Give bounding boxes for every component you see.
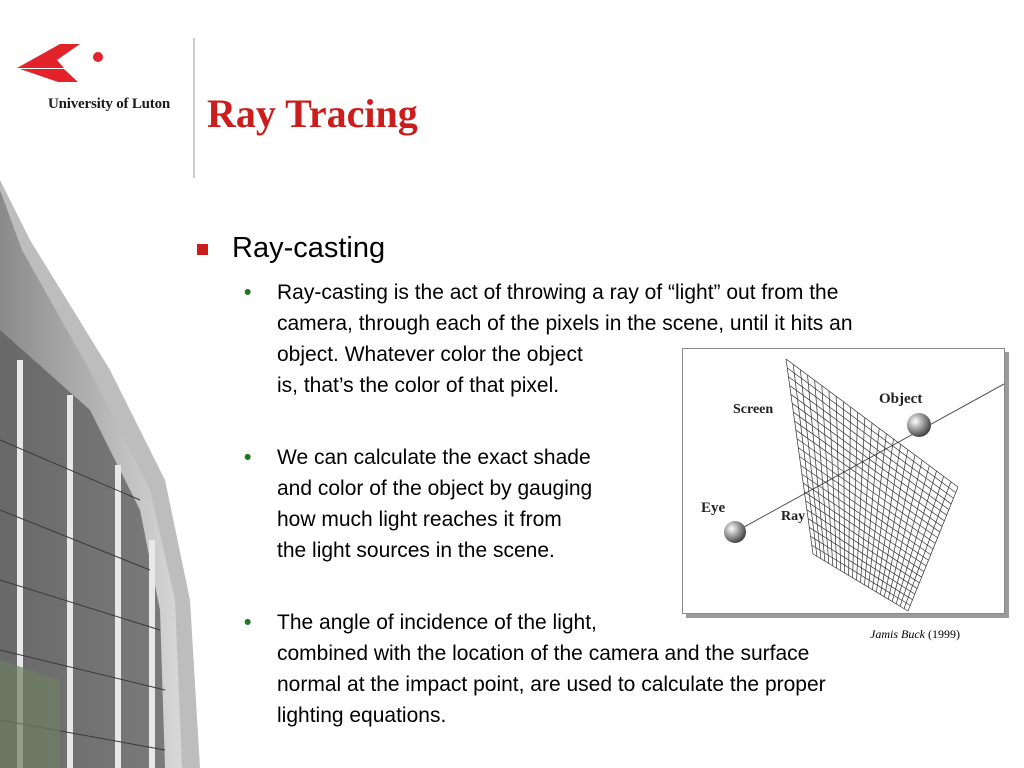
object-sphere [907, 413, 931, 437]
heading-row [197, 232, 385, 265]
bullet-line: the light sources in the scene. [277, 539, 555, 562]
bullet-line: lighting equations. [277, 704, 447, 727]
bullet-line: how much light reaches it from [277, 508, 562, 531]
eye-sphere [724, 521, 746, 543]
screen-grid [786, 359, 958, 611]
bullet-line: is, that’s the color of that pixel. [277, 374, 560, 397]
slide-title: Ray Tracing [207, 91, 418, 136]
header-divider [193, 38, 195, 178]
ray-casting-diagram [683, 349, 1004, 613]
university-name: University of Luton [48, 96, 171, 112]
building-photo [0, 180, 200, 768]
bullet-dot-icon: • [244, 446, 252, 469]
screen-label: Screen [733, 402, 774, 417]
bullet-dot-icon: • [244, 281, 252, 304]
figure-caption [870, 627, 960, 642]
bullet-line: Ray-casting is the act of throwing a ray of “light” out from the [277, 281, 839, 304]
grid-line [813, 554, 908, 611]
caption-year: (1999) [927, 627, 960, 641]
object-label: Object [879, 391, 923, 407]
bullet-line: We can calculate the exact shade [277, 446, 591, 469]
section-heading: Ray-casting [232, 232, 386, 264]
ray-casting-figure [682, 348, 1005, 614]
grid-line [812, 545, 911, 605]
bullet-line: normal at the impact point, are used to calculate the proper [277, 673, 826, 696]
bullet-line: and color of the object by gauging [277, 477, 593, 500]
caption-author: Jamis Buck [870, 627, 925, 641]
grid-line [811, 536, 913, 599]
bullet-dot-icon: • [244, 611, 252, 634]
eye-label: Eye [701, 500, 726, 516]
bullet-line: combined with the location of the camera and the surface [277, 642, 810, 665]
square-bullet-icon [197, 244, 208, 255]
bullet-line: The angle of incidence of the light, [277, 611, 597, 634]
bullet-line: object. Whatever color the object [277, 343, 583, 366]
ray-label: Ray [781, 509, 806, 524]
university-logo-mark [12, 38, 112, 88]
bullet-line: camera, through each of the pixels in the scene, until it hits an [277, 312, 853, 335]
